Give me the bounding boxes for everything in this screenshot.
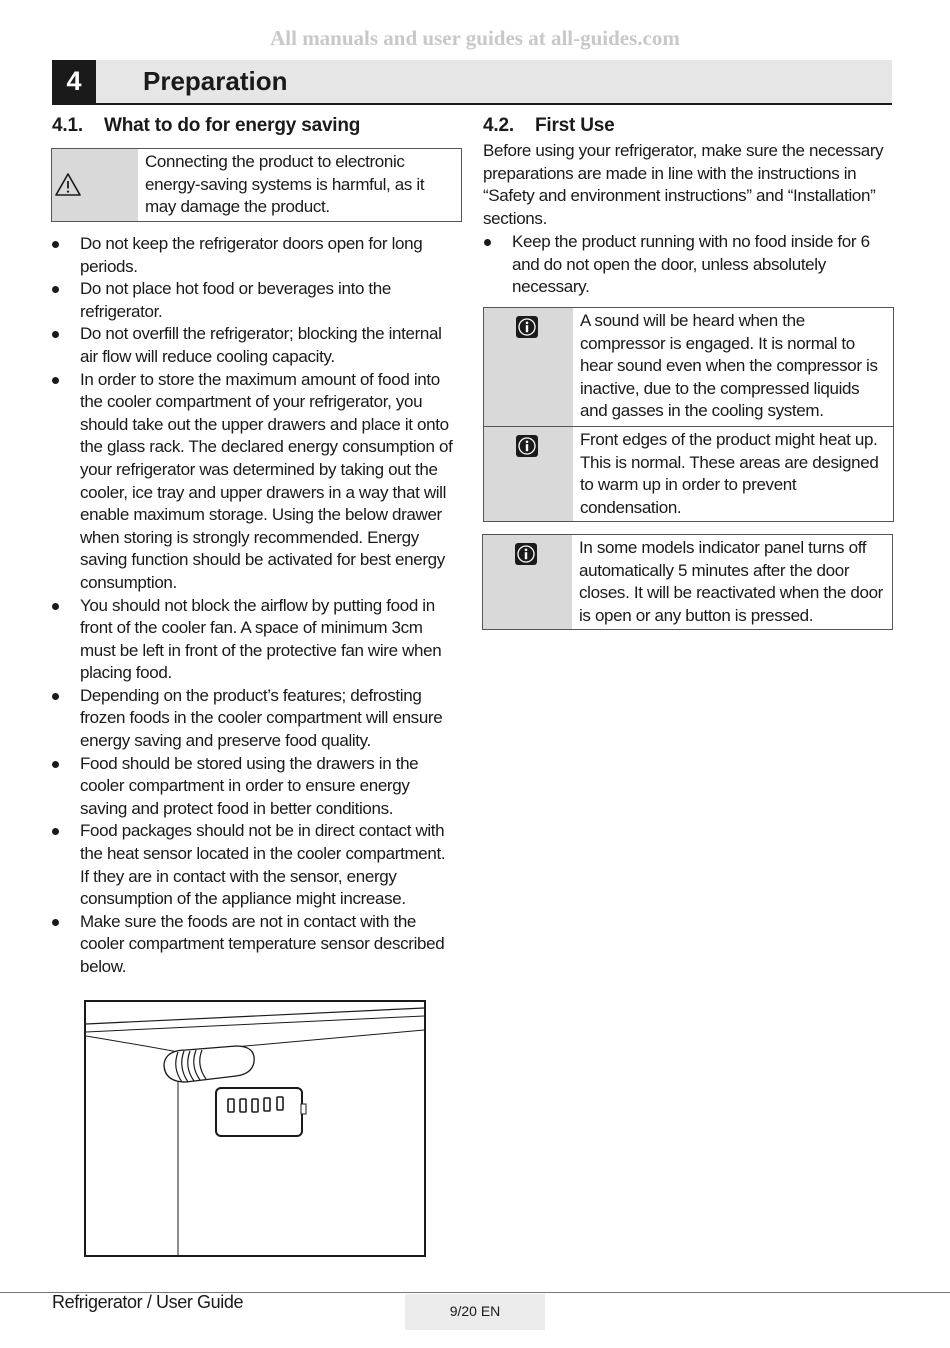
section-heading-4-1: [52, 115, 360, 137]
section-title: First Use: [535, 115, 615, 136]
list-item: You should not block the airflow by putting food in front of the cooler fan. A space of minimum 3cm must be left in front of the protective fan wire when placing food.: [51, 595, 456, 685]
section-number: 4.2.: [483, 115, 514, 136]
warning-text: Connecting the product to electronic energy-saving systems is harmful, as it may damage the product.: [145, 152, 425, 217]
info-icon-cell: [483, 535, 572, 629]
first-use-intro: Before using your refrigerator, make sure the necessary preparations are made in line with the instructions in “Safety and environment instructions” and “Installation” sections.: [483, 141, 884, 228]
list-item: Make sure the foods are not in contact with the cooler compartment temperature sensor described below.: [51, 911, 456, 979]
list-item: Food packages should not be in direct contact with the heat sensor located in the cooler compartment. If they are in contact with the sensor, energy consumption of the appliance might increase.: [51, 820, 456, 910]
warning-triangle-icon: [54, 172, 82, 197]
warning-icon-cell: [52, 149, 138, 221]
info-icon-cell: [484, 308, 573, 426]
sensor-figure: [84, 1000, 426, 1257]
info-icon-cell: [484, 427, 573, 521]
temperature-sensor-illustration: [86, 1002, 424, 1255]
info-note-row: [484, 427, 893, 521]
info-box: [482, 534, 893, 630]
info-box-group: [483, 307, 894, 522]
list-item: Do not place hot food or beverages into the refrigerator.: [51, 278, 456, 323]
info-note-text: Front edges of the product might heat up. This is normal. These areas are designed to warm up in order to prevent condensation.: [580, 430, 879, 517]
chapter-number: 4: [52, 60, 96, 103]
info-icon: [516, 316, 538, 338]
list-item: Keep the product running with no food inside for 6 and do not open the door, unless absolutely necessary.: [483, 231, 878, 299]
list-item: Food should be stored using the drawers in the cooler compartment in order to ensure energy saving and protect food in better conditions.: [51, 753, 456, 821]
info-icon: [516, 435, 538, 457]
section-number: 4.1.: [52, 115, 83, 136]
chapter-header: [52, 60, 892, 105]
watermark: All manuals and user guides at all-guides.com: [270, 26, 680, 50]
info-icon: [515, 543, 537, 565]
section-title: What to do for energy saving: [104, 115, 361, 136]
info-note-text: In some models indicator panel turns off automatically 5 minutes after the door closes. It will be reactivated when the door is open or any button is pressed.: [579, 538, 883, 625]
list-item: Depending on the product’s features; defrosting frozen foods in the cooler compartment will ensure energy saving and preserve food quality.: [51, 685, 456, 753]
footer-title: Refrigerator / User Guide: [52, 1292, 244, 1312]
chapter-title: Preparation: [143, 66, 288, 96]
list-item: Do not keep the refrigerator doors open for long periods.: [51, 233, 456, 278]
section-heading-4-2: [483, 115, 615, 137]
warning-box: [51, 148, 462, 222]
info-note-text: A sound will be heard when the compressor is engaged. It is normal to hear sound even when the compressor is inactive, due to the compressed liquids and gasses in the cooling system.: [580, 311, 878, 421]
page-number: 9/20 EN: [405, 1294, 545, 1330]
info-note-row: [484, 308, 893, 427]
first-use-list: [483, 231, 878, 299]
list-item: In order to store the maximum amount of food into the cooler compartment of your refrigerator, you should take out the upper drawers and place it onto the glass rack. The declared energy consumption of your refrigerator was determined by taking out the cooler, ice tray and upper drawers in a way that will enable maximum storage. Using the below drawer when storing is strongly recommended. Energy saving function should be activated for best energy consumption.: [51, 369, 456, 595]
list-item: Do not overfill the refrigerator; blocking the internal air flow will reduce cooling capacity.: [51, 323, 456, 368]
energy-saving-list: [51, 233, 456, 979]
